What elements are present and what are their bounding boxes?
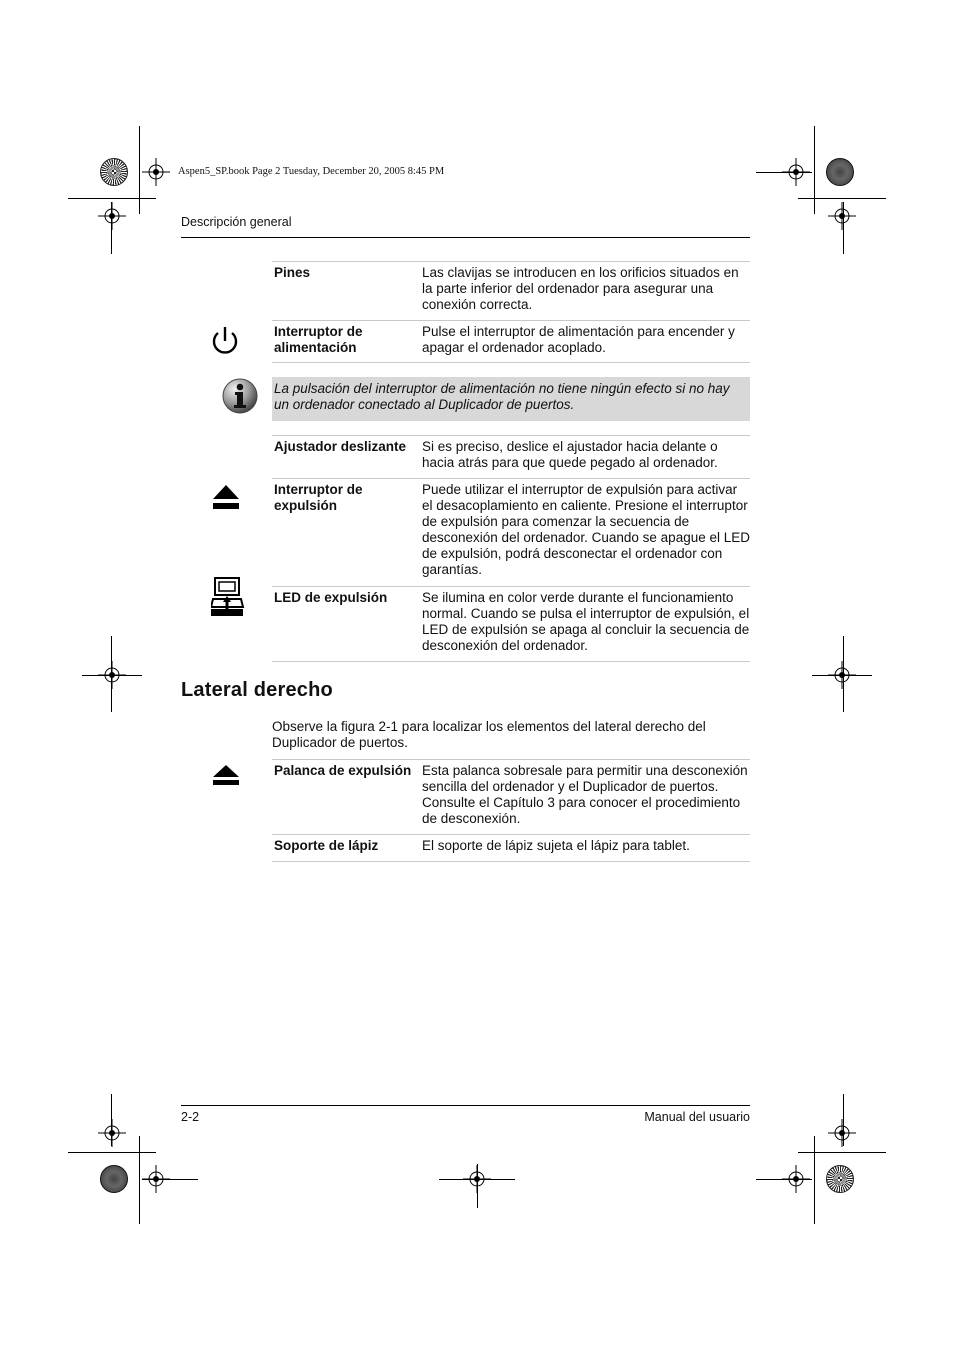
eject-icon [212,764,240,786]
note-text: La pulsación del interruptor de alimentación no tiene ningún efecto si no hay un ordenador conectado al Duplicador de puertos. [274,381,730,412]
table-row [272,759,750,834]
info-icon [222,378,258,414]
description: Si es preciso, deslice el ajustador hacia delante o hacia atrás para que quede pegado al ordenador. [422,439,718,470]
term: Palanca de expulsión [274,763,412,778]
page-number: 2-2 [181,1110,200,1124]
header-rule [181,237,750,238]
term: Ajustador deslizante [274,439,407,454]
table-row [272,586,750,662]
term: LED de expulsión [274,590,388,605]
section-title: Lateral derecho [181,679,333,701]
eject-icon [212,484,240,510]
power-icon [210,326,240,358]
table-row [272,320,750,363]
section-intro: Observe la figura 2-1 para localizar los elementos del lateral derecho del Duplicador de puertos. [272,719,706,750]
description: Las clavijas se introducen en los orificios situados en la parte inferior del ordenador para asegurar una conexión correcta. [422,265,739,312]
table-row [272,435,750,478]
term: Soporte de lápiz [274,838,379,853]
definition-table-2 [272,435,750,662]
definition-table-1 [272,261,750,363]
description: Puede utilizar el interruptor de expulsión para activar el desacoplamiento en caliente. Presione el interruptor de expulsión para comenzar la secuencia de desconexión del ordenador. Cuando se apague el LED de expulsión, podrá desconectar el ordenador con garantías. [422,482,750,577]
term: Interruptor de alimentación [274,324,363,355]
definition-table-3 [272,759,750,862]
footer-rule [181,1105,750,1106]
description: Se ilumina en color verde durante el funcionamiento normal. Cuando se pulsa el interruptor de expulsión, el LED de expulsión se apaga al concluir la secuencia de desconexión del ordenador. [422,590,750,653]
term: Pines [274,265,311,280]
description: Esta palanca sobresale para permitir una desconexión sencilla del ordenador y el Duplicador de puertos. Consulte el Capítulo 3 para conocer el procedimiento de desconexión. [422,763,748,826]
note-box [272,377,750,421]
term: Interruptor de expulsión [274,482,363,513]
table-row [272,478,750,586]
description: El soporte de lápiz sujeta el lápiz para tablet. [422,838,690,853]
book-info: Aspen5_SP.book Page 2 Tuesday, December 20, 2005 8:45 PM [178,166,445,177]
running-head: Descripción general [181,215,292,229]
description: Pulse el interruptor de alimentación para encender y apagar el ordenador acoplado. [422,324,735,355]
table-row [272,261,750,320]
footer-title: Manual del usuario [644,1110,750,1124]
undock-laptop-icon [211,577,245,617]
table-row [272,834,750,862]
